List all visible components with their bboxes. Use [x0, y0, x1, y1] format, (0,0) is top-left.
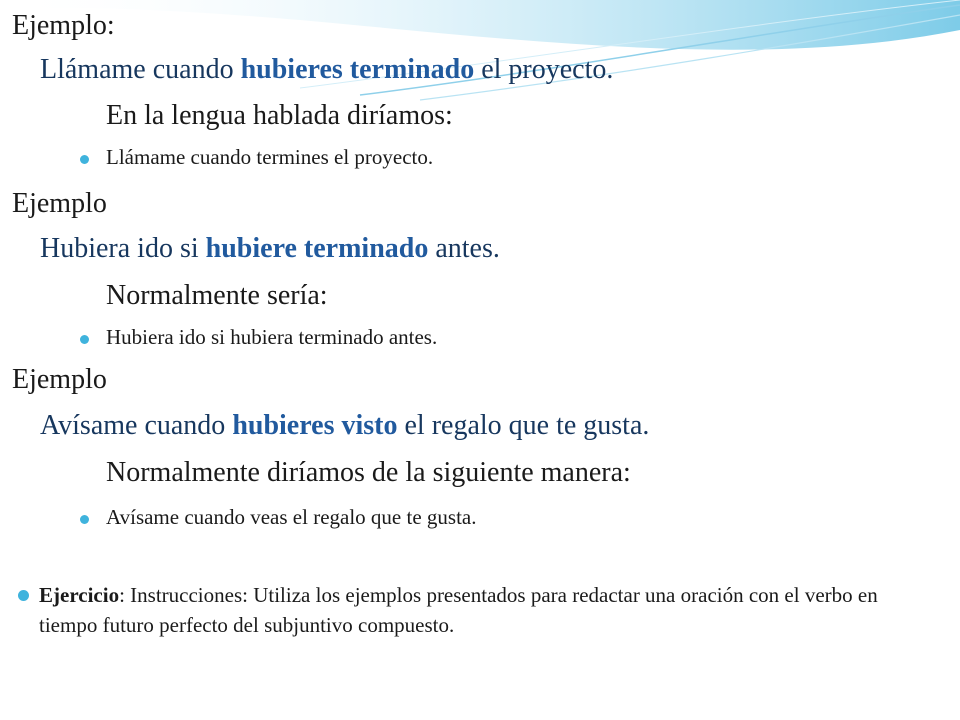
exercise-text: Instrucciones: Utiliza los ejemplos presentados para redactar una oración con el verbo en tiempo futuro perfecto del subjuntivo compuesto. [39, 583, 878, 637]
example-text: el proyecto. [474, 54, 614, 85]
example-heading-2: Ejemplo [12, 188, 107, 219]
example-text: antes. [428, 233, 500, 264]
spoken-note-3: Normalmente diríamos de la siguiente manera: [106, 457, 631, 488]
example-text: Llámame cuando [40, 54, 241, 85]
example-sentence-1 [40, 54, 613, 86]
example-text: Hubiera ido si [40, 233, 206, 264]
exercise-instructions [18, 580, 918, 640]
spoken-note-2: Normalmente sería: [106, 280, 328, 311]
exercise-colon: : [119, 583, 125, 607]
bullet-text: Avísame cuando veas el regalo que te gusta. [106, 505, 477, 529]
bullet-text: Hubiera ido si hubiera terminado antes. [106, 325, 438, 349]
highlighted-verb: hubieres terminado [240, 54, 475, 85]
bullet-item-3 [80, 505, 476, 530]
bullet-item-1 [80, 145, 433, 170]
bullet-item-2 [80, 325, 437, 350]
example-heading-1: Ejemplo: [12, 10, 115, 41]
example-sentence-3 [40, 410, 649, 442]
highlighted-verb: hubiere terminado [205, 233, 429, 264]
example-text: Avísame cuando [40, 410, 233, 441]
example-sentence-2 [40, 233, 500, 265]
example-text: el regalo que te gusta. [397, 410, 650, 441]
bullet-text: Llámame cuando termines el proyecto. [106, 145, 434, 169]
spoken-note-1: En la lengua hablada diríamos: [106, 100, 453, 131]
highlighted-verb: hubieres visto [232, 410, 398, 441]
exercise-label: Ejercicio [39, 583, 120, 607]
example-heading-3: Ejemplo [12, 364, 107, 395]
